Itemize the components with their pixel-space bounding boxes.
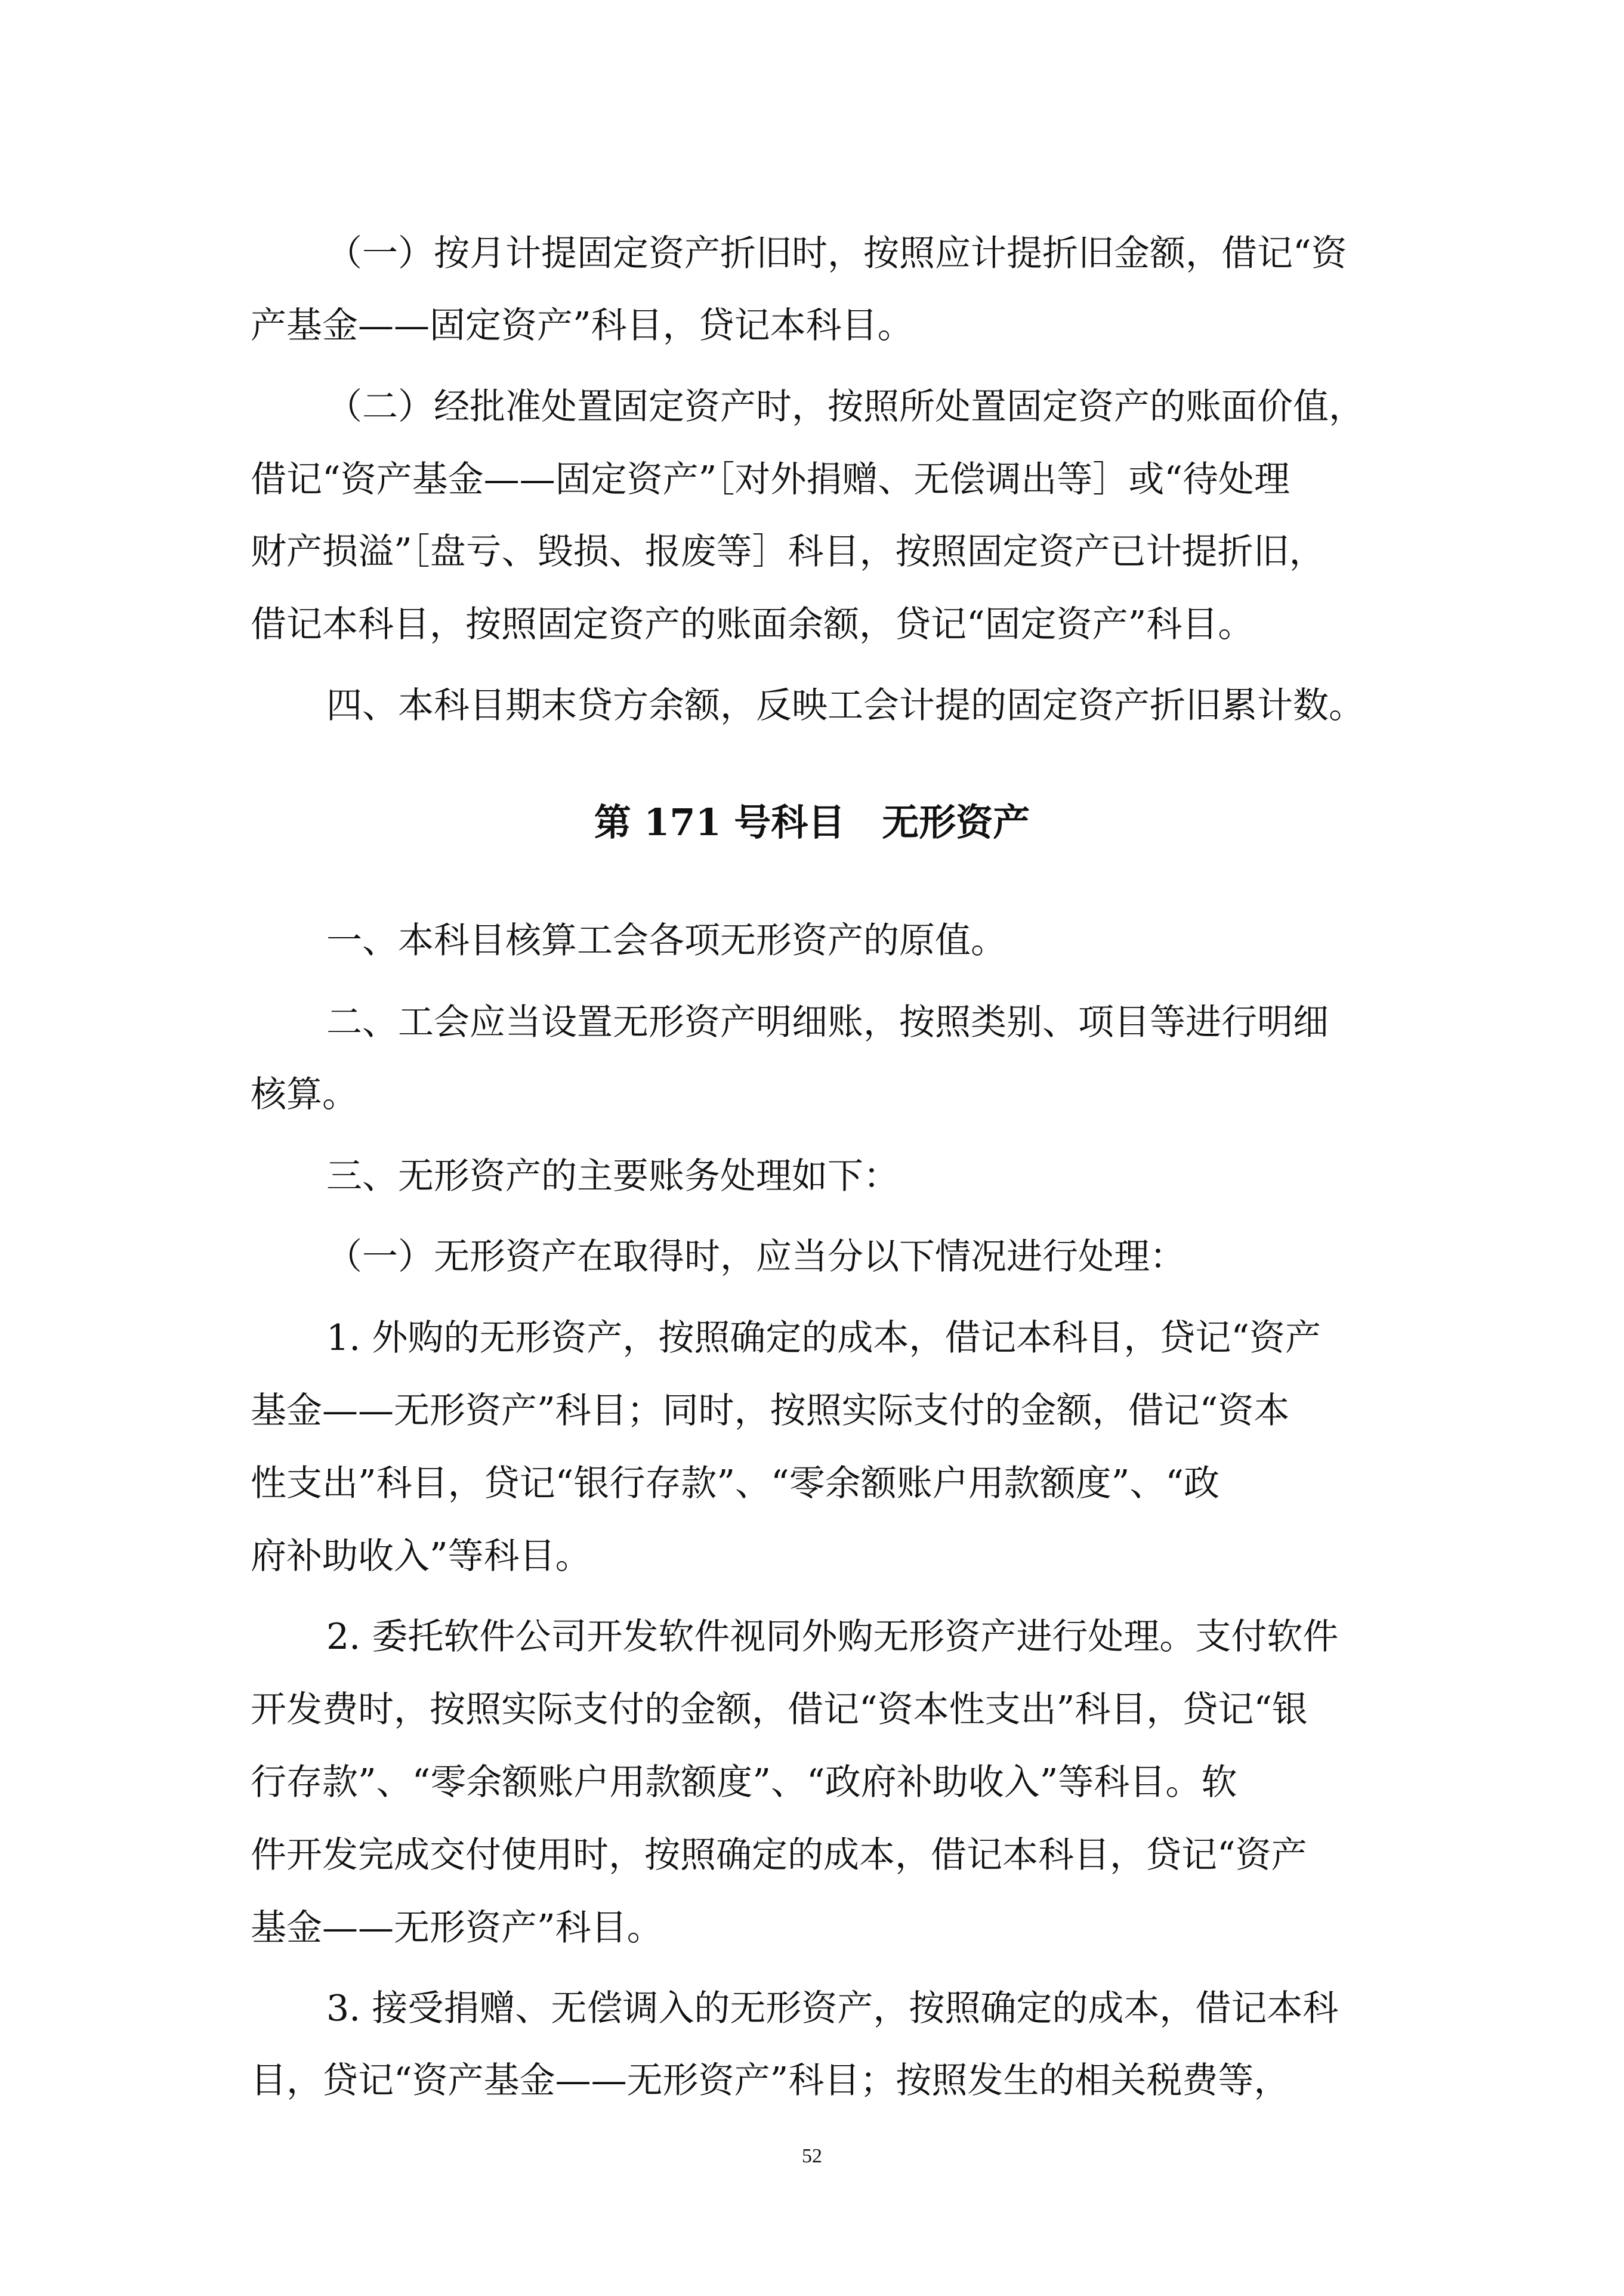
paragraph-line: 借记本科目，按照固定资产的账面余额，贷记“固定资产”科目。 bbox=[251, 604, 1254, 645]
section-heading: 第 171 号科目 无形资产 bbox=[594, 801, 1030, 844]
page-number: 52 bbox=[802, 2145, 822, 2167]
paragraph-line: 三、无形资产的主要账务处理如下： bbox=[326, 1155, 899, 1197]
paragraph-line: 四、本科目期末贷方余额，反映工会计提的固定资产折旧累计数。 bbox=[326, 685, 1364, 727]
paragraph-line: 目，贷记“资产基金——无形资产”科目；按照发生的相关税费等， bbox=[251, 2060, 1290, 2102]
paragraph-line: （二）经批准处置固定资产时，按照所处置固定资产的账面价值， bbox=[326, 386, 1364, 428]
paragraph-line: 二、工会应当设置无形资产明细账，按照类别、项目等进行明细 bbox=[326, 1002, 1329, 1043]
paragraph-line: 行存款”、“零余额账户用款额度”、“政府补助收入”等科目。软 bbox=[251, 1762, 1237, 1803]
paragraph-line: 产基金——固定资产”科目，贷记本科目。 bbox=[251, 305, 913, 347]
paragraph-line: 府补助收入”等科目。 bbox=[251, 1535, 591, 1577]
paragraph-line: 开发费时，按照实际支付的金额，借记“资本性支出”科目，贷记“银 bbox=[251, 1689, 1308, 1731]
paragraph-line: 件开发完成交付使用时，按照确定的成本，借记本科目，贷记“资产 bbox=[251, 1834, 1307, 1876]
paragraph-line: （一）无形资产在取得时，应当分以下情况进行处理： bbox=[326, 1236, 1185, 1278]
paragraph-line: 性支出”科目，贷记“银行存款”、“零余额账户用款额度”、“政 bbox=[251, 1463, 1220, 1504]
paragraph-line: 2. 委托软件公司开发软件视同外购无形资产进行处理。支付软件 bbox=[326, 1616, 1339, 1658]
paragraph-line: 财产损溢”［盘亏、毁损、报废等］科目，按照固定资产已计提折旧， bbox=[251, 531, 1325, 573]
paragraph-line: 基金——无形资产”科目。 bbox=[251, 1907, 663, 1949]
paragraph-line: 借记“资产基金——固定资产”［对外捐赠、无偿调出等］或“待处理 bbox=[251, 459, 1290, 500]
paragraph-line: 基金——无形资产”科目；同时，按照实际支付的金额，借记“资本 bbox=[251, 1390, 1290, 1432]
paragraph-line: 3. 接受捐赠、无偿调入的无形资产，按照确定的成本，借记本科 bbox=[326, 1988, 1339, 2029]
paragraph-line: 1. 外购的无形资产，按照确定的成本，借记本科目，贷记“资产 bbox=[326, 1317, 1321, 1359]
paragraph-line: 核算。 bbox=[251, 1074, 358, 1115]
paragraph-line: 一、本科目核算工会各项无形资产的原值。 bbox=[326, 920, 1006, 962]
paragraph-line: （一）按月计提固定资产折旧时，按照应计提折旧金额，借记“资 bbox=[326, 233, 1347, 274]
